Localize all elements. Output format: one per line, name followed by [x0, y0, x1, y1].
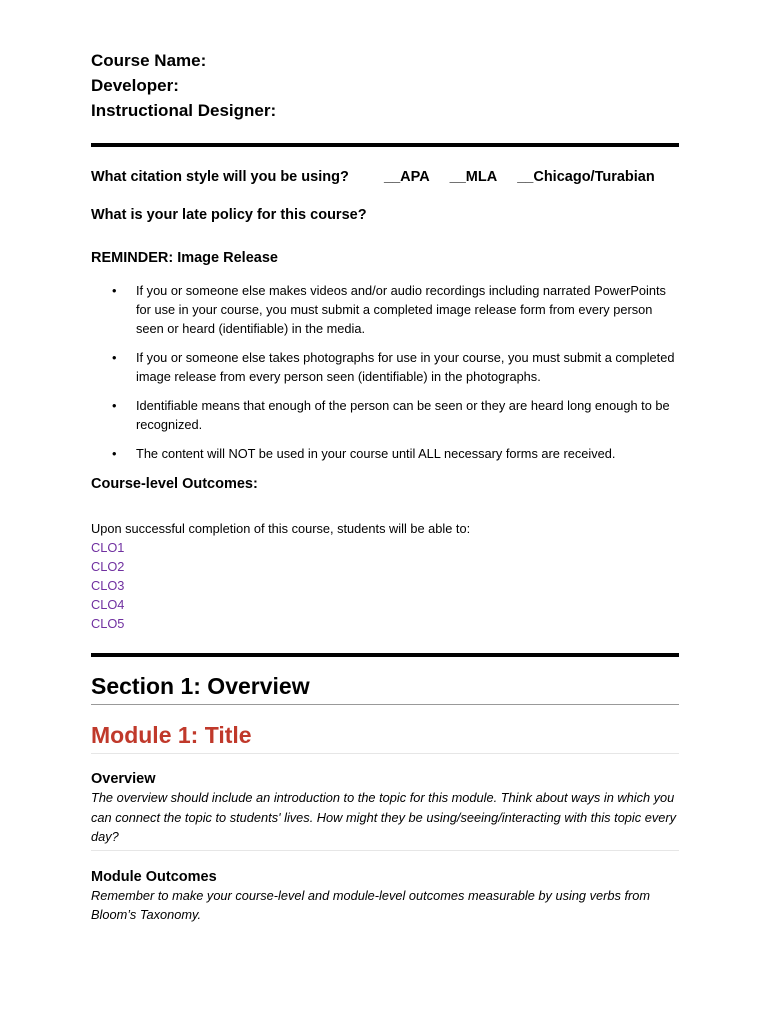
list-item-text: The content will NOT be used in your course until ALL necessary forms are received. [136, 446, 616, 461]
clo-item: CLO2 [91, 559, 125, 574]
reminder-heading: REMINDER: Image Release [91, 250, 278, 266]
course-outcomes-heading: Course-level Outcomes: [91, 476, 258, 492]
citation-option-chicago: __Chicago/Turabian [517, 169, 655, 185]
citation-option-apa: __APA [384, 169, 430, 185]
bullet-icon: • [112, 283, 117, 298]
header-divider [91, 143, 679, 147]
course-outcomes-intro: Upon successful completion of this course, students will be able to: [91, 521, 471, 536]
developer-label: Developer: [91, 76, 179, 95]
citation-question: What citation style will you be using? [91, 169, 349, 185]
clo-item: CLO3 [91, 578, 125, 593]
list-item [91, 281, 679, 338]
bullet-icon: • [112, 446, 117, 461]
list-item-text: If you or someone else makes videos and/or audio recordings including narrated PowerPoints for use in your course, you must submit a completed image release form from every person seen or heard (identifiable) in the media. [136, 283, 666, 336]
list-item [91, 348, 679, 386]
late-policy-question: What is your late policy for this course? [91, 207, 367, 223]
clo-item: CLO1 [91, 540, 125, 555]
module-title: Module 1: Title [91, 722, 679, 754]
bullet-icon: • [112, 398, 117, 413]
list-item [91, 444, 679, 463]
clo-list [91, 538, 679, 633]
overview-divider [91, 850, 679, 851]
instructional-designer-label: Instructional Designer: [91, 101, 277, 120]
overview-text: The overview should include an introduction to the topic for this module. Think about ways in which you can connect the topic to students' lives. How might they be using/seeing/interacting with this topic every day? [91, 790, 677, 844]
clo-item: CLO4 [91, 597, 125, 612]
citation-option-mla: __MLA [449, 169, 498, 185]
reminder-list [91, 281, 679, 463]
section-divider [91, 653, 679, 657]
list-item-text: If you or someone else takes photographs for use in your course, you must submit a completed image release from every person seen (identifiable) in the photographs. [136, 350, 675, 384]
clo-item: CLO5 [91, 616, 125, 631]
list-item [91, 396, 679, 434]
document-page [91, 48, 679, 925]
bullet-icon: • [112, 350, 117, 365]
overview-heading: Overview [91, 771, 156, 787]
list-item-text: Identifiable means that enough of the person can be seen or they are heard long enough to be recognized. [136, 398, 670, 432]
module-outcomes-heading: Module Outcomes [91, 868, 217, 885]
module-outcomes-text: Remember to make your course-level and module-level outcomes measurable by using verbs from Bloom’s Taxonomy. [91, 887, 651, 922]
section-title: Section 1: Overview [91, 673, 679, 705]
citation-question-row [91, 169, 679, 185]
course-name-label: Course Name: [91, 51, 207, 70]
